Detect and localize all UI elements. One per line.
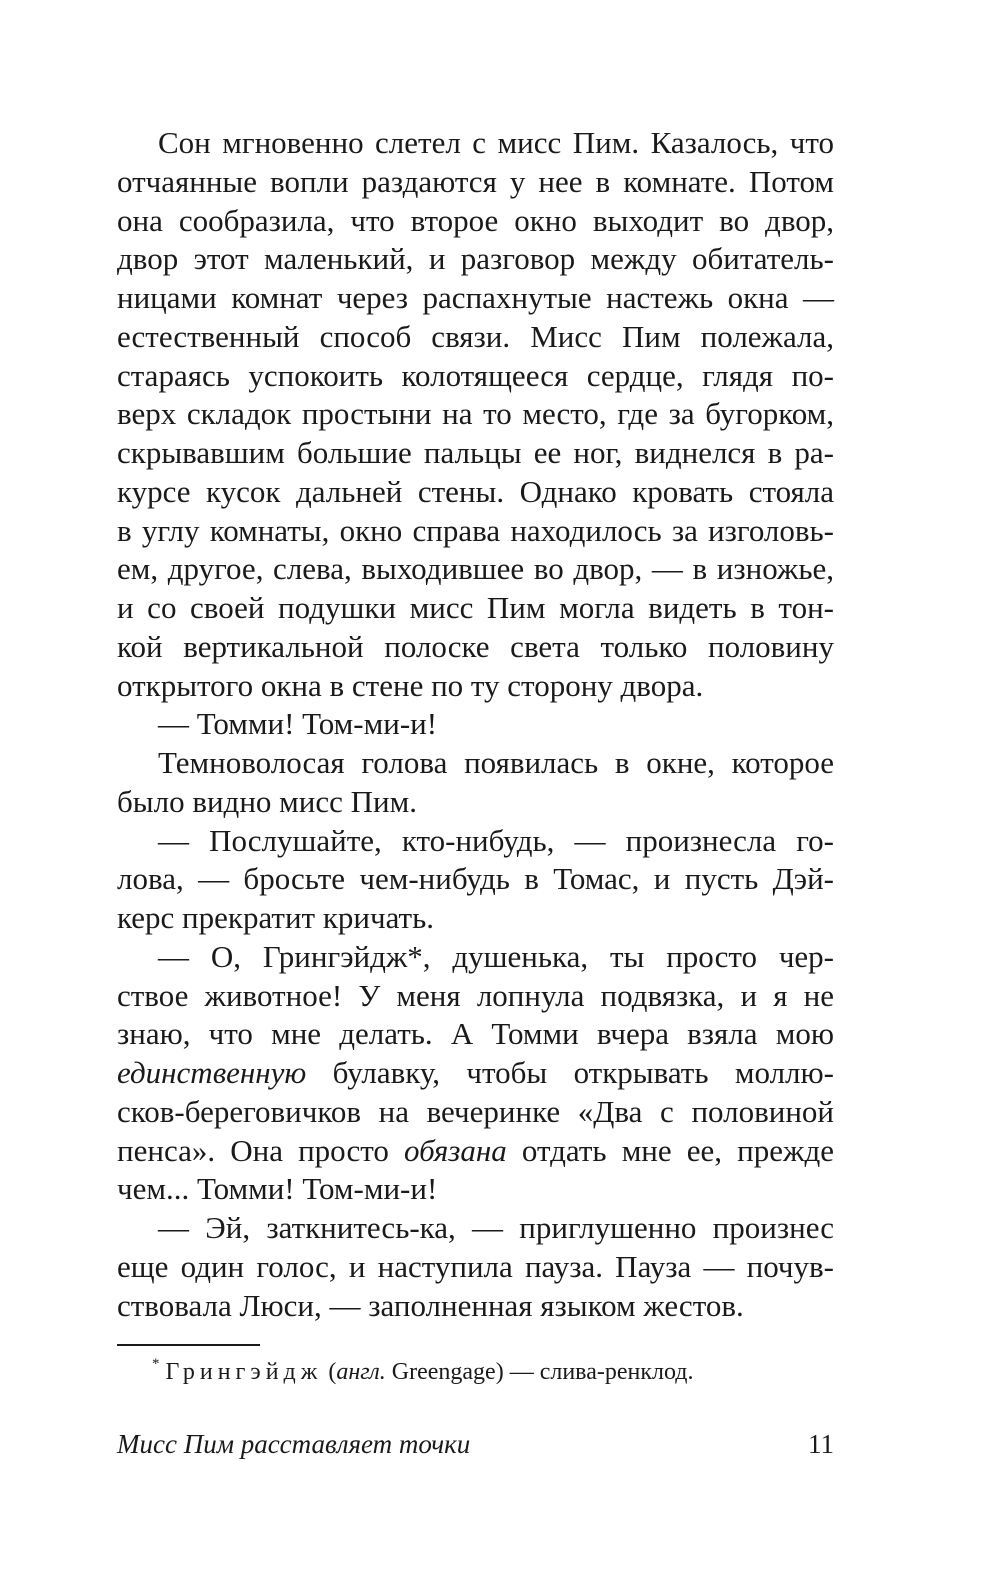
dialogue-line: — О, Грингэйдж*, душенька, ты просто чер- (158, 938, 834, 974)
footnote-divider (117, 1344, 260, 1346)
text-line: лова, — бросьте чем-нибудь в Томас, и пусть Дэй- (117, 861, 834, 897)
page-number: 11 (808, 1429, 834, 1459)
dialogue-line: — Эй, заткнитесь-ка, — приглушенно произнес (158, 1210, 834, 1245)
text-line: стараясь успокоить колотящееся сердце, глядя по- (117, 357, 834, 393)
text-line: открытого окна в стене по ту сторону двора. (117, 667, 704, 703)
emphasis: единственную (117, 1055, 307, 1090)
text-line: керс прекратит кричать. (117, 900, 434, 935)
text-line: Сон мгновенно слетел с мисс Пим. Казалось, что (158, 125, 834, 160)
text-line: ем, другое, слева, выходившее во двор, — в изножье, (117, 551, 834, 587)
text-line: знаю, что мне делать. А Томми вчера взяла мою (117, 1016, 834, 1052)
text-line: отчаянные вопли раздаются у нее в комнате. Потом (117, 163, 834, 199)
footnote-language: англ. (336, 1359, 386, 1385)
footnote (152, 1352, 694, 1395)
text-line: в углу комнаты, окно справа находилось за изголовь- (117, 512, 834, 548)
main-text (117, 124, 834, 1325)
text-fragment: ( (322, 1359, 337, 1385)
text-line: скрывавшим большие пальцы ее ног, виднелся в ра- (117, 435, 834, 470)
text-line: чем... Томми! Том-ми-и! (117, 1171, 438, 1207)
text-line: ствовала Люси, — заполненная языком жестов. (117, 1287, 744, 1323)
text-line: ницами комнат через распахнутые настежь окна — (117, 280, 834, 315)
text-line (117, 1132, 834, 1171)
text-line: сков-береговичков на вечеринке «Два с половиной (117, 1093, 834, 1129)
footnote-definition: — слива-ренклод. (503, 1359, 694, 1385)
text-line: двор этот маленький, и разговор между обитатель- (117, 241, 834, 277)
dialogue-line: — Послушайте, кто-нибудь, — произнесла го- (158, 822, 834, 858)
text-line: кой вертикальной полоске света только половину (117, 628, 834, 664)
text-fragment: пенса». Она просто (117, 1132, 404, 1168)
text-fragment: отдать мне ее, прежде (506, 1132, 834, 1168)
text-line (117, 1054, 834, 1093)
text-line: верх складок простыни на то место, где за бугорком, (117, 396, 834, 432)
emphasis: обязана (403, 1132, 507, 1168)
running-title: Мисс Пим расставляет точки (117, 1429, 471, 1459)
footnote-term: Грингэйдж (165, 1359, 323, 1385)
text-line: еще один голос, и наступила пауза. Пауза — почув- (117, 1248, 834, 1284)
footnote-original: Greengage) (385, 1359, 504, 1385)
text-line: Темноволосая голова появилась в окне, которое (158, 745, 834, 780)
text-line: и со своей подушки мисс Пим могла видеть в тон- (117, 590, 834, 625)
text-line: курсе кусок дальней стены. Однако кровать стояла (117, 473, 834, 509)
text-fragment: булавку, чтобы открывать моллю- (306, 1055, 834, 1090)
text-line: естественный способ связи. Мисс Пим полежала, (117, 318, 834, 354)
footnote-mark: * (152, 1356, 160, 1372)
text-line: ствое животное! У меня лопнула подвязка, и я не (117, 977, 834, 1013)
text-line: было видно мисс Пим. (117, 783, 417, 819)
text-line: она сообразила, что второе окно выходит во двор, (117, 202, 834, 238)
dialogue-line: — Томми! Том-ми-и! (158, 706, 438, 742)
